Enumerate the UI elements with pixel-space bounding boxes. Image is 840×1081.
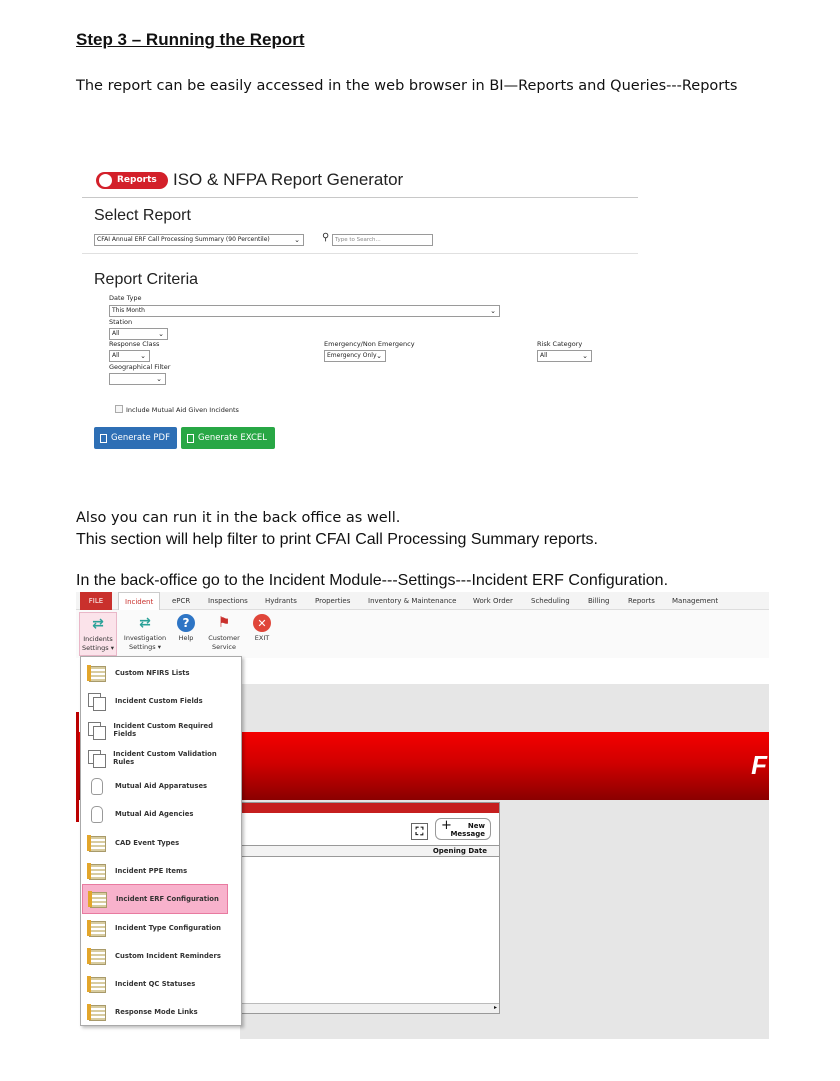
menu-item-label: Incident Custom Validation Rules	[113, 750, 217, 766]
panel-titlebar	[241, 803, 499, 813]
banner-letter: F	[751, 750, 767, 780]
menu-item-incident-ppe-items[interactable]	[82, 856, 228, 886]
scroll-right-icon[interactable]: ▸	[493, 1004, 497, 1011]
list-icon	[87, 834, 107, 852]
menu-scheduling[interactable]: Scheduling	[531, 597, 570, 605]
generate-excel-label: Generate EXCEL	[198, 433, 268, 443]
menu-item-label: Custom NFIRS Lists	[115, 669, 190, 677]
menu-bar	[76, 592, 769, 610]
report-select[interactable]	[94, 234, 304, 246]
hand-icon	[87, 777, 107, 795]
swap-arrows-icon: ⇄	[92, 615, 104, 632]
list-icon	[87, 862, 107, 880]
menu-file[interactable]: FILE	[80, 592, 112, 610]
investigation-settings-button[interactable]	[121, 612, 169, 652]
chevron-down-icon: ⌄	[156, 375, 162, 383]
back-office-paragraph: Also you can run it in the back office as well.	[76, 510, 401, 526]
ribbon	[76, 610, 769, 658]
menu-billing[interactable]: Billing	[588, 597, 610, 605]
opening-date-header[interactable]: Opening Date	[241, 845, 499, 857]
list-icon	[87, 664, 107, 682]
list-icon	[88, 890, 108, 908]
new-message-button[interactable]	[435, 818, 491, 840]
customer-service-button[interactable]	[204, 612, 244, 652]
exit-label: EXIT	[254, 634, 270, 642]
swap-arrows-icon: ⇄	[139, 614, 151, 631]
chevron-down-icon: ⌄	[582, 352, 588, 360]
date-type-select[interactable]	[109, 305, 500, 317]
investigation-settings-line2: Settings ▾	[129, 643, 161, 651]
window-edge	[76, 712, 79, 822]
list-icon	[87, 975, 107, 993]
pdf-icon	[100, 434, 107, 443]
date-type-value: This Month	[112, 307, 145, 314]
menu-hydrants[interactable]: Hydrants	[265, 597, 297, 605]
list-icon	[87, 947, 107, 965]
menu-item-mutual-aid-apparatuses[interactable]	[82, 771, 228, 801]
menu-item-label: Response Mode Links	[115, 1008, 198, 1016]
menu-epcr[interactable]: ePCR	[172, 597, 191, 605]
response-class-label: Response Class	[109, 340, 160, 348]
geo-filter-label: Geographical Filter	[109, 363, 171, 371]
menu-item-label: Custom Incident Reminders	[115, 952, 221, 960]
chevron-down-icon: ⌄	[158, 330, 164, 338]
chevron-down-icon: ⌄	[140, 352, 146, 360]
menu-item-label: Incident ERF Configuration	[116, 895, 219, 903]
customer-service-icon: ⚑	[217, 614, 231, 631]
menu-item-incident-custom-fields[interactable]	[82, 686, 228, 716]
customer-service-line2: Service	[211, 643, 237, 651]
menu-reports[interactable]: Reports	[628, 597, 655, 605]
investigation-settings-line1: Investigation	[123, 634, 167, 642]
customer-service-line1: Customer	[208, 634, 240, 642]
incidents-settings-line2: Settings ▾	[82, 644, 114, 652]
divider	[82, 253, 638, 254]
chevron-down-icon: ⌄	[294, 236, 300, 244]
menu-item-mutual-aid-agencies[interactable]	[82, 799, 228, 829]
menu-management[interactable]: Management	[672, 597, 719, 605]
menu-item-incident-custom-validation-rules[interactable]	[82, 743, 228, 773]
response-class-value: All	[112, 352, 120, 359]
menu-item-label: Mutual Aid Apparatuses	[115, 782, 208, 790]
doc-title: Step 3 – Running the Report	[76, 30, 305, 49]
menu-item-custom-incident-reminders[interactable]	[82, 941, 228, 971]
report-select-value: CFAI Annual ERF Call Processing Summary (90 Percentile)	[97, 236, 270, 243]
report-header	[96, 168, 403, 192]
intro-paragraph: The report can be easily accessed in the web browser in BI—Reports and Queries---Reports	[76, 78, 738, 94]
list-icon	[87, 919, 107, 937]
mutual-aid-label: Include Mutual Aid Given Incidents	[126, 406, 239, 414]
exit-button[interactable]	[250, 612, 274, 643]
menu-item-label: Incident Custom Required Fields	[113, 722, 213, 738]
messages-panel	[240, 802, 500, 1014]
chevron-down-icon: ⌄	[376, 352, 382, 360]
menu-item-incident-erf-configuration[interactable]	[82, 884, 228, 914]
list-icon	[87, 1003, 107, 1021]
plus-icon: +	[441, 818, 452, 833]
copy-icon	[87, 749, 105, 767]
menu-incident[interactable]: Incident	[118, 592, 160, 610]
emergency-select[interactable]	[324, 350, 386, 362]
menu-properties[interactable]: Properties	[315, 597, 351, 605]
expand-icon[interactable]: ⛶	[411, 823, 428, 840]
incidents-settings-button[interactable]	[79, 612, 117, 656]
menu-item-label: CAD Event Types	[115, 839, 180, 847]
risk-category-label: Risk Category	[537, 340, 583, 348]
menu-item-custom-nfirs-lists[interactable]	[82, 658, 228, 688]
menu-item-incident-qc-statuses[interactable]	[82, 969, 228, 999]
menu-item-label: Incident Type Configuration	[115, 924, 222, 932]
copy-icon	[87, 692, 107, 710]
incidents-settings-dropdown	[80, 656, 242, 1026]
back-office-screenshot	[76, 592, 769, 1039]
search-icon: ⚲	[322, 232, 330, 243]
response-class-select[interactable]	[109, 350, 150, 362]
mutual-aid-checkbox[interactable]	[115, 405, 123, 413]
report-criteria-heading: Report Criteria	[94, 271, 199, 288]
select-report-heading: Select Report	[94, 207, 191, 224]
toggle-knob-icon	[99, 174, 112, 187]
menu-item-incident-type-configuration[interactable]	[82, 913, 228, 943]
date-type-label: Date Type	[109, 294, 142, 302]
generate-excel-button[interactable]	[181, 427, 275, 449]
search-input[interactable]: Type to Search...	[332, 234, 433, 246]
generate-pdf-label: Generate PDF	[111, 433, 170, 443]
risk-category-select[interactable]	[537, 350, 592, 362]
help-button[interactable]	[175, 612, 197, 643]
navigation-paragraph: In the back-office go to the Incident Module---Settings---Incident ERF Configuration.	[76, 572, 669, 589]
emergency-label: Emergency/Non Emergency	[324, 340, 415, 348]
help-label: Help	[178, 634, 194, 642]
menu-item-label: Incident Custom Fields	[115, 697, 203, 705]
menu-item-response-mode-links[interactable]	[82, 997, 228, 1027]
incidents-settings-line1: Incidents	[83, 635, 113, 643]
chevron-down-icon: ⌄	[490, 307, 496, 315]
hand-icon	[87, 805, 107, 823]
risk-category-value: All	[540, 352, 548, 359]
new-message-line1: New	[467, 822, 485, 830]
menu-inspections[interactable]: Inspections	[208, 597, 248, 605]
help-icon: ?	[177, 614, 195, 632]
menu-item-incident-custom-required-fields[interactable]	[82, 715, 228, 745]
station-label: Station	[109, 318, 133, 326]
filter-paragraph: This section will help filter to print CFAI Call Processing Summary reports.	[76, 531, 598, 548]
generate-pdf-button[interactable]	[94, 427, 177, 449]
geo-filter-select[interactable]	[109, 373, 166, 385]
menu-item-label: Incident QC Statuses	[115, 980, 196, 988]
close-icon: ✕	[253, 614, 271, 632]
station-select[interactable]	[109, 328, 168, 340]
copy-icon	[87, 721, 105, 739]
excel-icon	[187, 434, 194, 443]
menu-item-label: Mutual Aid Agencies	[115, 810, 194, 818]
divider	[82, 197, 638, 198]
reports-toggle[interactable]	[96, 172, 168, 189]
menu-work-order[interactable]: Work Order	[473, 597, 513, 605]
new-message-line2: Message	[450, 830, 485, 838]
emergency-value: Emergency Only	[327, 352, 377, 359]
menu-inventory-maintenance[interactable]: Inventory & Maintenance	[368, 597, 457, 605]
reports-toggle-label: Reports	[117, 175, 157, 185]
report-generator-title: ISO & NFPA Report Generator	[173, 170, 404, 189]
horizontal-scrollbar[interactable]	[241, 1003, 499, 1013]
menu-item-label: Incident PPE Items	[115, 867, 188, 875]
report-generator-screenshot	[82, 160, 638, 460]
station-value: All	[112, 330, 120, 337]
menu-item-cad-event-types[interactable]	[82, 828, 228, 858]
